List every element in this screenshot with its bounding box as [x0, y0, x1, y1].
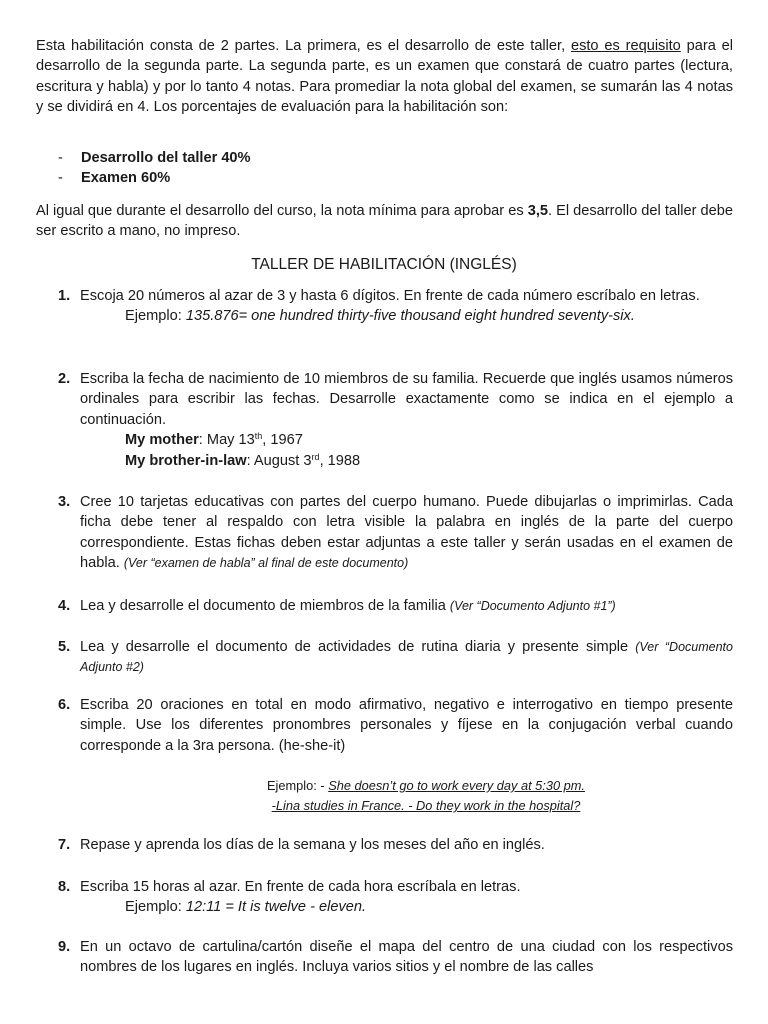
task-item-5 — [58, 637, 733, 678]
task-item-7 — [58, 835, 733, 855]
list-item: - Desarrollo del taller 40% — [58, 150, 251, 166]
item-note: (Ver “Documento Adjunto #1”) — [449, 599, 616, 613]
item-example: My mother: May 13th, 1967 — [125, 431, 303, 449]
intro-text-continued: para el desarrollo de la segunda parte. La segunda parte, es un examen que constará de cuatro partes (lectura, escritura y habla) y por lo tanto 4 notas. Para promediar la nota global del examen, se sumarán las 4 notas y se dividirá en 4. Los porcentajes de evaluación para la habilitación son: — [36, 38, 733, 116]
item-number: 9. — [58, 939, 71, 955]
item-number: 1. — [58, 288, 71, 304]
task-item-2 — [58, 369, 733, 471]
task-item-6 — [58, 695, 733, 756]
item-text: Cree 10 tarjetas educativas con partes del cuerpo humano. Puede dibujarlas o imprimirlas. Cada ficha debe tener al respaldo con letra visible la palabra en inglés de la parte del cuerpo correspondiente. Estas fichas deben estar adjuntas a este taller y serán usadas en el examen de habla. — [80, 494, 733, 572]
item-note: (Ver “Documento Adjunto #2) — [80, 640, 733, 675]
item-text: Repase y aprenda los días de la semana y los meses del año en inglés. — [80, 837, 545, 853]
item-example: Ejemplo: 135.876= one hundred thirty-five thousand eight hundred seventy-six. — [125, 308, 635, 325]
item-number: 7. — [58, 837, 71, 853]
item-6-example-line-1: Ejemplo: - She doesn’t go to work every day at 5:30 pm. — [267, 778, 585, 793]
task-item-9 — [58, 937, 733, 978]
item-6-example-line-2: -Lina studies in France. - Do they work in the hospital? — [271, 798, 581, 813]
intro-text: Esta habilitación consta de 2 partes. La primera, es el desarrollo de este taller, — [36, 38, 571, 54]
page-title: TALLER DE HABILITACIÓN (INGLÉS) — [251, 256, 517, 273]
passing-grade-paragraph: Al igual que durante el desarrollo del curso, la nota mínima para aprobar es 3,5. El desarrollo del taller debe ser escrito a mano, no impreso. — [36, 203, 733, 240]
evaluation-percentages-list — [36, 148, 733, 189]
item-number: 4. — [58, 598, 71, 614]
item-number: 8. — [58, 879, 71, 895]
item-number: 3. — [58, 494, 71, 510]
underlined-requirement: esto es requisito — [570, 38, 681, 54]
task-item-4 — [58, 596, 733, 616]
item-text: Lea y desarrolle el documento de actividades de rutina diaria y presente simple — [80, 639, 636, 655]
item-text: Lea y desarrolle el documento de miembros de la familia — [80, 598, 450, 614]
passing-grade-value: 3,5 — [527, 203, 548, 219]
item-text: En un octavo de cartulina/cartón diseñe el mapa del centro de una ciudad con los respectivos nombres de los lugares en inglés. Incluya varios sitios y el nombre de las calles — [80, 939, 733, 976]
item-text: Escoja 20 números al azar de 3 y hasta 6 dígitos. En frente de cada número escríbalo en letras. — [80, 288, 700, 304]
item-text: Escriba 20 oraciones en total en modo afirmativo, negativo e interrogativo en tiempo presente simple. Use los diferentes pronombres personales y fíjese en la conjugación verbal cuando corresponde a la 3ra persona. (he-she-it) — [80, 697, 733, 754]
item-example: Ejemplo: 12:11 = It is twelve - eleven. — [125, 899, 367, 916]
item-number: 6. — [58, 697, 71, 713]
item-example: My brother-in-law: August 3rd, 1988 — [125, 451, 361, 469]
item-text: Escriba 15 horas al azar. En frente de cada hora escríbala en letras. — [80, 879, 521, 895]
intro-paragraph — [36, 36, 733, 118]
task-item-8 — [58, 877, 733, 918]
item-number: 2. — [58, 371, 71, 387]
task-item-3 — [58, 492, 733, 574]
item-number: 5. — [58, 639, 71, 655]
task-item-1 — [58, 286, 733, 327]
item-note: (Ver “examen de habla” al final de este documento) — [123, 556, 409, 571]
list-item: - Examen 60% — [58, 170, 171, 187]
item-text: Escriba la fecha de nacimiento de 10 miembros de su familia. Recuerde que inglés usamos números ordinales para escribir las fechas. Desarrolle exactamente como se indica en el ejemplo a continuación. — [80, 371, 733, 428]
